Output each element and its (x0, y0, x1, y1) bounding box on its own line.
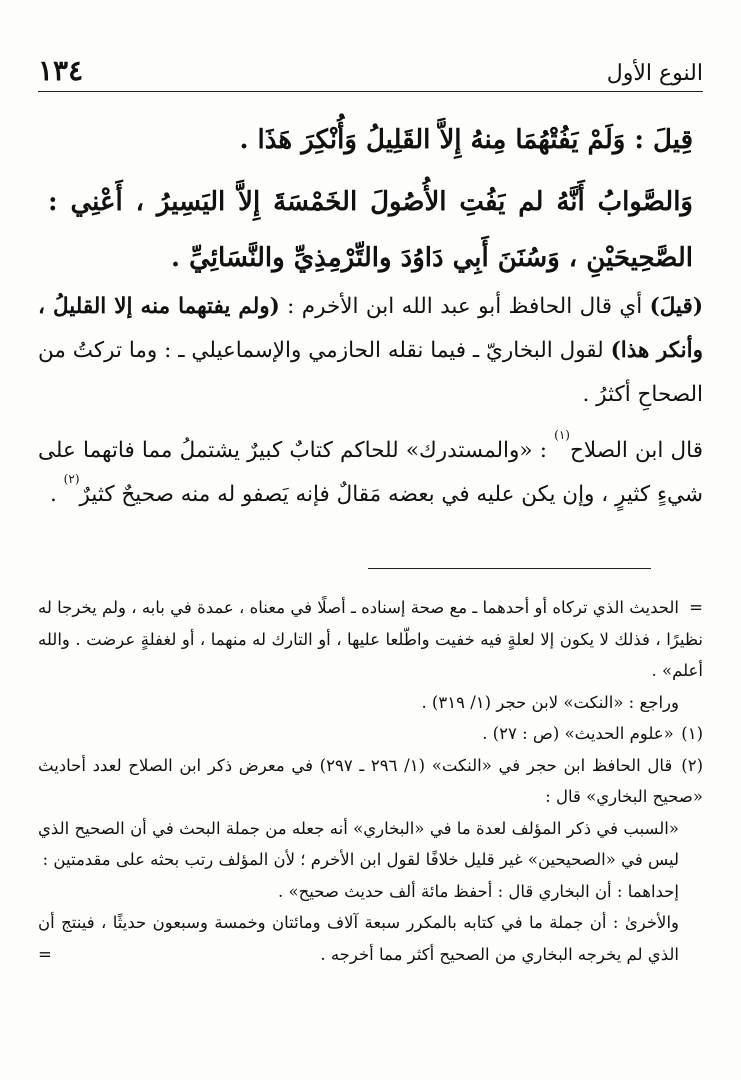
matn-paragraph-1: قِيلَ : وَلَمْ يَفُتْهُمَا مِنهُ إِلاَّ القَلِيلُ وَأُنْكِرَ هَذَا . (239, 125, 693, 155)
continued-mark: = (38, 944, 52, 964)
running-title: النوع الأول (606, 61, 703, 86)
footnote-2-second-premise (38, 907, 703, 970)
footnote-text: قال الحافظ ابن حجر في «النكت» (١/ ٢٩٦ ـ ٢٩٧) في معرض ذكر ابن الصلاح لعدد أحاديث «صحيح البخاري» قال : (38, 755, 703, 806)
footnote-divider (368, 568, 651, 569)
footnote-number: (١) (681, 724, 703, 743)
matn-paragraph-2: وَالصَّوابُ أَنَّهُ لم يَفُتِ الأُصُولَ الخَمْسَةَ إِلاَّ اليَسِيرُ ، أَعْنِي : الصَّحِيحَيْنِ ، وَسُنَنَ أَبِي دَاوُدَ والتِّرْمِذِيِّ والنَّسَائِيِّ . (48, 187, 693, 273)
footnote-continuation (38, 592, 703, 687)
footnote-text: والأخرىٰ : أن جملة ما في كتابه بالمكرر سبعة آلاف ومائتان وخمسة وسبعون حديثًا ، فينتج أن الذي لم يخرجه البخاري من الصحيح أكثر مما أخرجه . (38, 913, 679, 964)
commentary-text: قال ابن الصلاح (569, 438, 703, 463)
footnote-2-first-premise: إحداهما : أن البخاري قال : أحفظ مائة ألف حديث صحيح» . (278, 881, 679, 901)
commentary-paragraph-2 (38, 429, 703, 517)
commentary-text: : «والمستدرك» للحاكم كتابٌ كبيرٌ يشتملُ مما فاتهما على شيءٍ كثيرٍ ، وإن يكن عليه في بعضه مَقالٌ فإنه يَصفو له منه صحيحٌ كثيرٌ (38, 438, 703, 507)
commentary-paragraph-1 (38, 285, 703, 417)
footnote-2 (38, 750, 703, 813)
page-number: ١٣٤ (38, 54, 84, 87)
footnote-text: الحديث الذي تركاه أو أحدهما ـ مع صحة إسناده ـ أصلًا في معناه ، عمدة في بابه ، ولم يخرجا له نظيرًا ، فذلك لا يكون إلا لعلةٍ فيه خفيت واطّلعا عليها ، أو التارك له منهما ، أو لغفلةٍ عرضت . والله أعلم» . (38, 598, 703, 680)
continuation-mark: = (689, 598, 703, 617)
commentary-text: . (50, 482, 64, 507)
footnotes (38, 592, 703, 970)
footnote-ref-2[interactable]: (٢) (63, 472, 80, 486)
footnote-number: (٢) (681, 755, 704, 775)
keyword-quote: (ولم يفتهما منه إلا القليلُ ، وأنكر هذا) (38, 294, 703, 363)
commentary-text: لقول البخاريّ ـ فيما نقله الحازمي والإسماعيلي ـ : وما تركتُ من الصحاحِ أكثرُ . (38, 338, 703, 407)
page-header (38, 52, 703, 92)
commentary (38, 285, 703, 517)
footnote-1 (38, 718, 703, 750)
keyword-qila: (قيلَ) (649, 294, 703, 319)
commentary-text: أي قال الحافظ أبو عبد الله ابن الأخرم : (279, 294, 650, 319)
footnote-2-quote: «السبب في ذكر المؤلف لعدة ما في «البخاري» أنه جعله من جملة البحث في أن الصحيح الذي ليس في «الصحيحين» غير قليل خلافًا لقول ابن الأخرم ؛ لأن المؤلف رتب بحثه على مقدمتين : (38, 818, 679, 869)
footnote-text: «علوم الحديث» (ص : ٢٧) . (482, 724, 674, 743)
main-text (48, 112, 693, 286)
footnote-see-also: وراجع : «النكت» لابن حجر (١/ ٣١٩) . (421, 692, 679, 712)
footnote-ref-1[interactable]: (١) (554, 428, 570, 442)
